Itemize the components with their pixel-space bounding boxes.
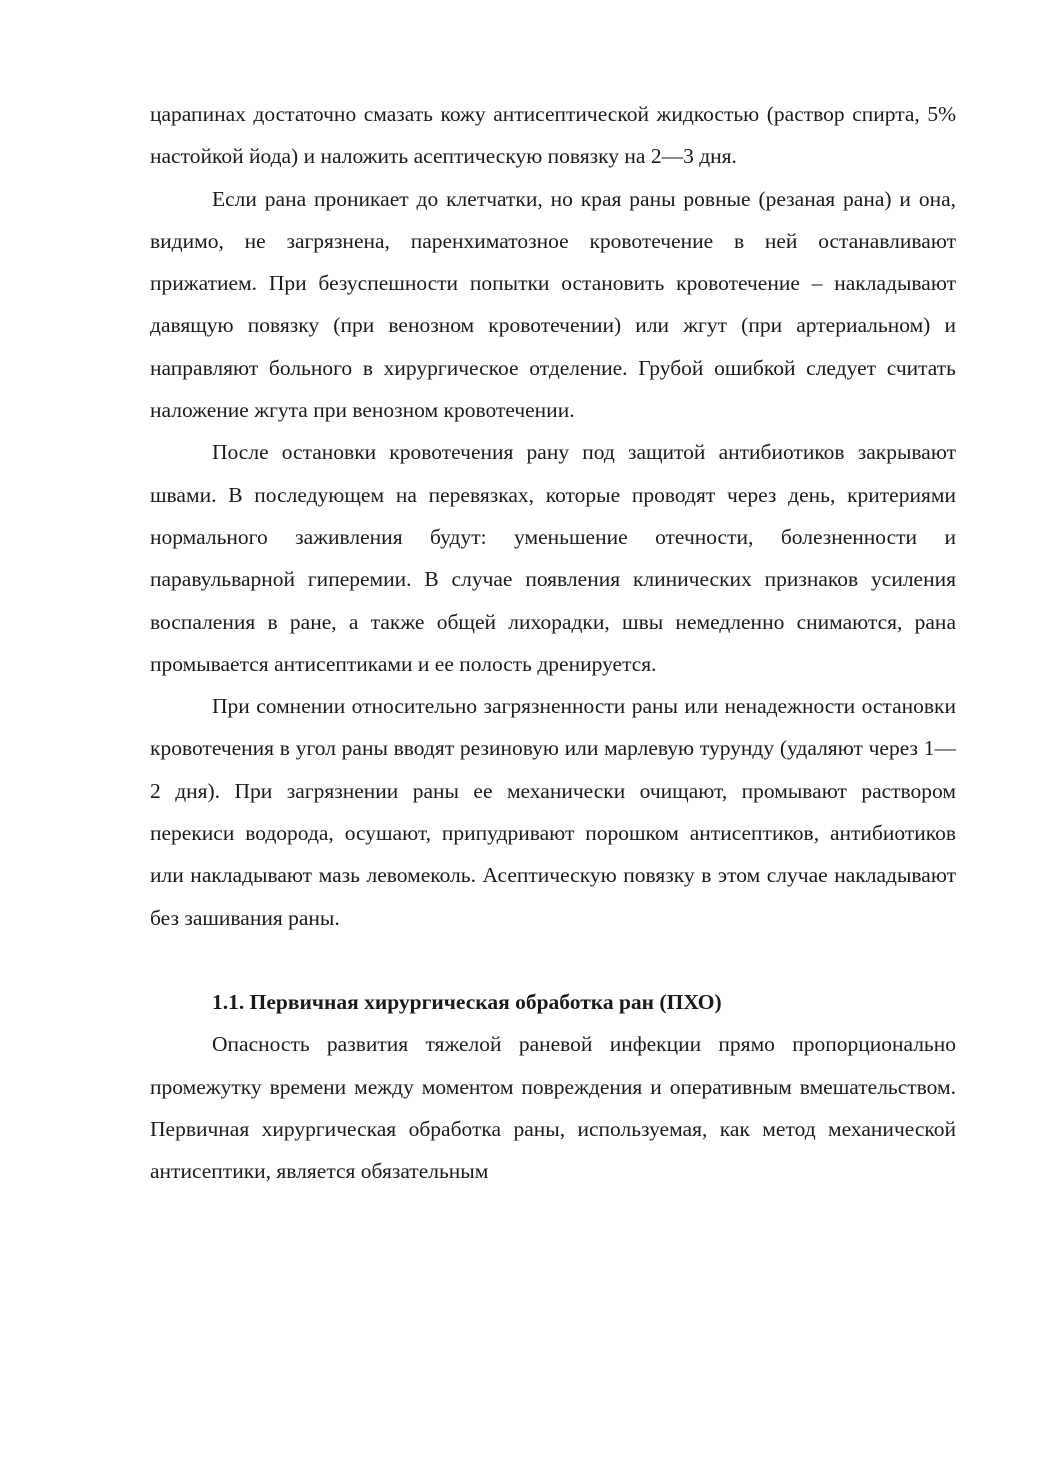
- paragraph-section-intro: Опасность развития тяжелой раневой инфекции прямо пропорционально промежутку времени между моментом повреждения и оперативным вмешательством. Первичная хирургическая обработка раны, используемая, как метод механической антисептики, является обязательным: [150, 1032, 956, 1184]
- section-heading: 1.1. Первичная хирургическая обработка ран (ПХО): [212, 989, 722, 1014]
- paragraph-continuation: царапинах достаточно смазать кожу антисептической жидкостью (раствор спирта, 5% настойкой йода) и наложить асептическую повязку на 2—3 дня.: [150, 102, 956, 169]
- paragraph-suturing: После остановки кровотечения рану под защитой антибиотиков закрывают швами. В последующем на перевязках, которые проводят через день, критериями нормального заживления будут: уменьшение отечности, болезненности и паравульварной гиперемии. В случае появления клинических признаков усиления воспаления в ране, а также общей лихорадки, швы немедленно снимаются, рана промывается антисептиками и ее полость дренируется.: [150, 440, 956, 676]
- document-page: [150, 93, 956, 1192]
- paragraph-contamination: При сомнении относительно загрязненности раны или ненадежности остановки кровотечения в угол раны вводят резиновую или марлевую турунду (удаляют через 1—2 дня). При загрязнении раны ее механически очищают, промывают раствором перекиси водорода, осушают, припудривают порошком антисептиков, антибиотиков или накладывают мазь левомеколь. Асептическую повязку в этом случае накладывают без зашивания раны.: [150, 694, 956, 930]
- paragraph-wound-treatment: Если рана проникает до клетчатки, но края раны ровные (резаная рана) и она, видимо, не загрязнена, паренхиматозное кровотечение в ней останавливают прижатием. При безуспешности попытки остановить кровотечение – накладывают давящую повязку (при венозном кровотечении) или жгут (при артериальном) и направляют больного в хирургическое отделение. Грубой ошибкой следует считать наложение жгута при венозном кровотечении.: [150, 186, 956, 423]
